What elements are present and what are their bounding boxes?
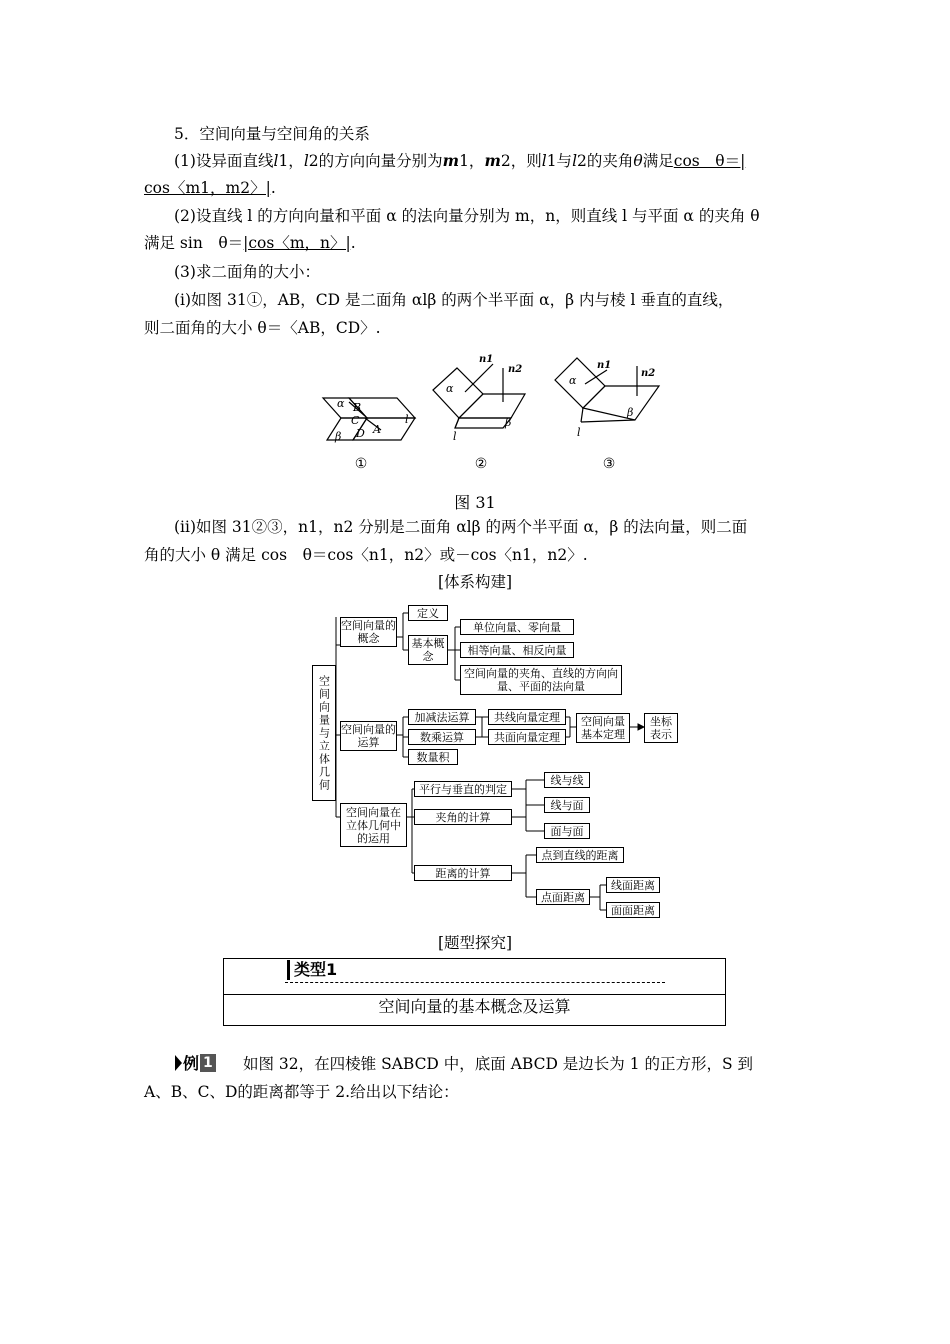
- map-apply: 空间向量在立体几何中的运用: [340, 803, 407, 847]
- para3i-line1: (ⅰ)如图 31①，AB，CD 是二面角 αlβ 的两个半平面 α，β 内与棱 l 垂直的直线，: [174, 291, 734, 309]
- fig1-l: l: [405, 413, 409, 426]
- para1-line2: cos〈m1，m2〉|.: [144, 179, 276, 197]
- map-dist: 距离的计算: [414, 865, 512, 881]
- para2-line2: 满足 sin θ＝|cos〈m，n〉|.: [144, 234, 356, 252]
- answer-blank-2: |cos〈m，n〉|: [243, 234, 351, 252]
- fig-label-1: ①: [354, 456, 368, 472]
- fig1-A: A: [373, 423, 381, 436]
- system-heading: [体系构建]: [438, 573, 513, 591]
- fig1-D: D: [356, 427, 365, 440]
- fig3-beta: β: [627, 406, 634, 419]
- fig1-alpha: α: [337, 397, 345, 410]
- map-equal: 相等向量、相反向量: [460, 642, 574, 658]
- para3ii-line2: 角的大小 θ 满足 cos θ＝cos〈n1，n2〉或－cos〈n1，n2〉.: [144, 546, 588, 564]
- map-ll: 线与线: [544, 772, 590, 788]
- map-coord: 坐标表示: [644, 713, 678, 743]
- type-title: 空间向量的基本概念及运算: [378, 997, 571, 1016]
- answer-blank-1b: cos〈m1，m2〉|: [144, 179, 271, 197]
- map-root: 空间向量与立体几何: [312, 665, 336, 801]
- map-mul: 数乘运算: [408, 729, 476, 745]
- para3ii-line1: (ⅱ)如图 31②③，n1，n2 分别是二面角 αlβ 的两个半平面 α，β 的法向量，则二面: [174, 518, 748, 536]
- map-ppd2: 面面距离: [606, 902, 660, 918]
- map-basis: 空间向量基本定理: [576, 713, 630, 743]
- fig3-l: l: [577, 426, 581, 439]
- type-tag: 类型1: [287, 960, 337, 980]
- map-colinear: 共线向量定理: [488, 709, 566, 725]
- fig2-n2: n2: [508, 364, 523, 375]
- section-heading: 5．空间向量与空间角的关系: [174, 125, 370, 143]
- map-def: 定义: [408, 605, 448, 621]
- answer-blank-1a: cos θ＝|: [673, 152, 746, 170]
- map-pl: 点到直线的距离: [536, 847, 624, 863]
- para2-line1: (2)设直线 l 的方向向量和平面 α 的法向量分别为 m，n，则直线 l 与平面 α 的夹角 θ: [174, 207, 760, 225]
- map-coplanar: 共面向量定理: [488, 729, 566, 745]
- fig2-n1: n1: [479, 354, 494, 365]
- fig-label-3: ③: [602, 456, 616, 472]
- example-tag: [175, 1051, 216, 1074]
- figure-caption: 图 31: [454, 493, 496, 512]
- map-ops: 空间向量的运算: [341, 723, 396, 749]
- example-line1: 如图 32，在四棱锥 SABCD 中，底面 ABCD 是边长为 1 的正方形，S 到: [243, 1055, 754, 1073]
- fig1-B: B: [353, 401, 362, 414]
- figure-31: [315, 340, 675, 475]
- map-angle: 空间向量的夹角、直线的方向向量、平面的法向量: [460, 665, 622, 695]
- example-line2: A、B、C、D的距离都等于 2.给出以下结论：: [144, 1083, 459, 1101]
- type-divider: [223, 994, 726, 995]
- map-unit: 单位向量、零向量: [460, 619, 574, 635]
- para1-line1: (1)设异面直线l1，l2的方向向量分别为m1，m2，则l1与l2的夹角θ满足cos θ＝|: [174, 151, 746, 170]
- map-lp: 线与面: [544, 797, 590, 813]
- explore-heading: [题型探究]: [438, 934, 513, 952]
- map-parallel: 平行与垂直的判定: [414, 781, 512, 797]
- fig2-beta: β: [505, 416, 512, 429]
- para3i-line2: 则二面角的大小 θ＝〈AB，CD〉.: [144, 319, 381, 337]
- fig3-alpha: α: [569, 374, 577, 387]
- concept-map: [300, 605, 680, 925]
- fig2-l: l: [453, 430, 457, 443]
- para3: (3)求二面角的大小：: [174, 263, 320, 281]
- example-number: 1: [200, 1054, 216, 1072]
- example-label: 例: [183, 1054, 200, 1073]
- map-ppd: 点面距离: [536, 889, 590, 905]
- fig2-alpha: α: [446, 382, 454, 395]
- map-dot: 数量积: [408, 749, 458, 765]
- map-basic: 基本概念: [408, 635, 448, 665]
- fig1-beta: β: [335, 430, 342, 443]
- fig1-C: C: [351, 414, 360, 427]
- map-concept: 空间向量的概念: [341, 619, 396, 645]
- map-anglecalc: 夹角的计算: [414, 809, 512, 825]
- example-arrow-icon: [175, 1055, 182, 1071]
- fig3-n1: n1: [597, 360, 612, 371]
- fig3-n2: n2: [641, 368, 656, 379]
- type-dash-line: [285, 982, 665, 983]
- map-add: 加减法运算: [408, 709, 476, 725]
- map-lpd: 线面距离: [606, 877, 660, 893]
- fig-label-2: ②: [474, 456, 488, 472]
- map-pp: 面与面: [544, 823, 590, 839]
